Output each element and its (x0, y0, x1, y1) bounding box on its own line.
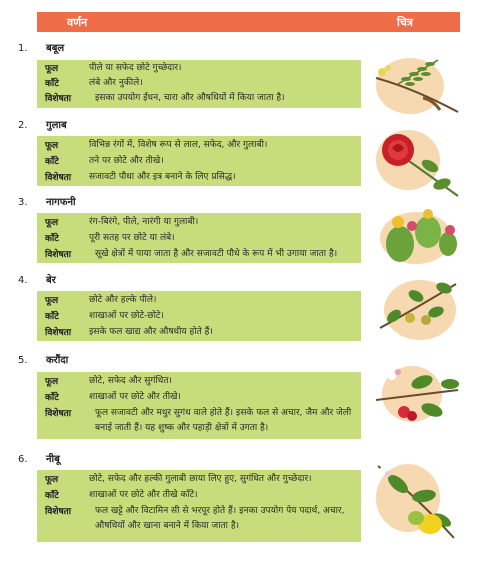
thorn-text: शाखाओं पर छोटे और तीखे काँटे। (89, 490, 198, 500)
entry-box-karonda (37, 372, 361, 439)
entry-number: 2. (18, 120, 28, 131)
cactus-illustration (370, 204, 464, 266)
thorn-label: काँटे (45, 157, 59, 167)
table-header (37, 12, 460, 32)
thorn-text: तने पर छोटे और तीखे। (89, 156, 164, 166)
entry-title-ber (18, 272, 56, 286)
thorn-label: काँटे (45, 491, 59, 501)
flower-text: रंग-बिरंगे, पीले, नारंगी या गुलाबी। (89, 217, 199, 227)
thorn-text: लंबे और नुकीले। (89, 78, 143, 88)
entry-title-babool (18, 40, 64, 54)
feature-label: विशेषता (45, 507, 72, 517)
header-description: वर्णन (67, 16, 88, 29)
entry-title-rose (18, 117, 67, 131)
flower-label: फूल (45, 64, 59, 74)
header-picture: चित्र (397, 16, 413, 29)
thorn-label: काँटे (45, 234, 59, 244)
entry-name: बेर (46, 275, 56, 286)
entry-number: 6. (18, 454, 28, 465)
feature-label: विशेषता (45, 173, 72, 183)
thorn-label: काँटे (45, 79, 59, 89)
entry-name: नीबू (46, 454, 60, 465)
entry-name: बबूल (46, 43, 65, 54)
flower-label: फूल (45, 377, 59, 387)
feature-text: फल खट्टे और विटामिन सी से भरपूर होते हैं। इनका उपयोग पेय पदार्थ, अचार, औषधियों और खाना बनाने में किया जाता है। (95, 506, 345, 531)
entry-box-rose (37, 136, 361, 186)
feature-text: इसके फल खाद्य और औषधीय होते हैं। (89, 327, 213, 337)
feature-text: सूखे क्षेत्रों में पाया जाता है और सजावटी पौधे के रूप में भी उगाया जाता है। (95, 249, 338, 259)
feature-label: विशेषता (45, 250, 72, 260)
feature-text: इसका उपयोग ईंधन, चारा और औषधियों में किया जाता है। (95, 93, 285, 103)
flower-label: फूल (45, 218, 59, 228)
flower-text: छोटे और हल्के पीले। (89, 295, 157, 305)
entry-box-ber (37, 291, 361, 341)
lemon-illustration (368, 458, 464, 542)
entry-number: 1. (18, 43, 28, 54)
flower-text: विभिन्न रंगों में, विशेष रूप से लाल, सफेद, और गुलाबी। (89, 140, 268, 150)
flower-label: फूल (45, 141, 59, 151)
feature-text: फूल सजावटी और मधुर सुगंध वाले होते हैं। इसके फल से अचार, जैम और जेली बनाई जाती हैं। यह शुष्क और पहाड़ी क्षेत्रों में उगता है। (95, 408, 352, 433)
feature-label: विशेषता (45, 94, 72, 104)
babool-illustration (368, 50, 464, 116)
entry-name: गुलाब (46, 120, 67, 131)
karonda-illustration (370, 360, 464, 430)
feature-label: विशेषता (45, 328, 72, 338)
entry-number: 5. (18, 355, 28, 366)
flower-text: छोटे, सफेद और हल्की गुलाबी छाया लिए हुए, सुगंधित और गुच्छेदार। (89, 474, 312, 484)
entry-number: 3. (18, 197, 28, 208)
thorn-text: शाखाओं पर छोटे-छोटे। (89, 311, 164, 321)
ber-illustration (370, 276, 464, 344)
thorn-text: पूरी सतह पर छोटे या लंबे। (89, 233, 175, 243)
feature-text: सजावटी पौधा और इत्र बनाने के लिए प्रसिद्ध। (89, 172, 236, 182)
feature-label: विशेषता (45, 409, 72, 419)
thorn-text: शाखाओं पर छोटे और तीखे। (89, 392, 181, 402)
entry-box-lemon (37, 470, 361, 542)
flower-label: फूल (45, 296, 59, 306)
thorn-label: काँटे (45, 393, 59, 403)
entry-name: नागफनी (46, 197, 76, 208)
flower-label: फूल (45, 475, 59, 485)
entry-box-cactus (37, 213, 361, 263)
rose-illustration (368, 126, 464, 200)
entry-name: करौंदा (46, 355, 69, 366)
entry-title-cactus (18, 194, 76, 208)
entry-title-lemon (18, 451, 60, 465)
entry-title-karonda (18, 352, 68, 366)
flower-text: पीले या सफेद छोटे गुच्छेदार। (89, 63, 182, 73)
entry-box-babool (37, 60, 361, 108)
flower-text: छोटे, सफेद और सुगंधित। (89, 376, 172, 386)
entry-number: 4. (18, 275, 28, 286)
thorn-label: काँटे (45, 312, 59, 322)
